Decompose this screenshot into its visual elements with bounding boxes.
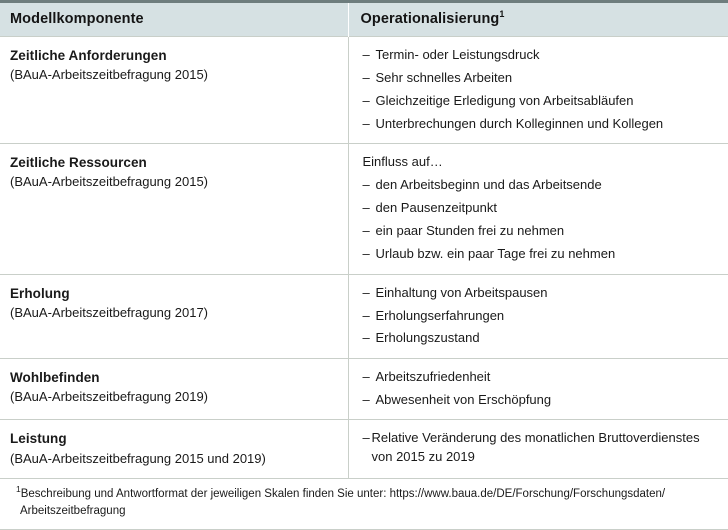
table-row — [0, 420, 728, 478]
component-name: Zeitliche Anforderungen — [10, 48, 167, 63]
footnote-text — [10, 486, 718, 520]
operationalisierung-list — [363, 176, 719, 263]
footnote-marker: 1 — [16, 484, 21, 495]
list-item: – ein paar Stunden frei zu nehmen — [363, 222, 719, 240]
table-body-rows — [0, 37, 728, 478]
row-component-cell — [0, 358, 348, 419]
table-row — [0, 37, 728, 144]
operationalisierung-intro: Einfluss auf… — [362, 154, 443, 170]
component-source: (BAuA-Arbeitszeitbefragung 2015) — [10, 67, 209, 83]
column-header-modellkomponente-label: Modellkomponente — [10, 11, 144, 27]
component-name: Wohlbefinden — [10, 369, 100, 385]
list-item: – Sehr schnelles Arbeiten — [363, 69, 719, 87]
row-component-cell — [0, 144, 348, 274]
list-item: – Abwesenheit von Erschöpfung — [363, 391, 719, 409]
row-operationalisierung-cell — [348, 37, 728, 144]
column-header-operationalisierung-label: Operationalisierung — [360, 11, 500, 27]
footnote-line-2: Arbeitszeitbefragung — [20, 505, 126, 518]
list-item: – Urlaub bzw. ein paar Tage frei zu nehmen — [363, 245, 719, 263]
table-row — [0, 358, 728, 419]
table-header-row — [0, 3, 728, 37]
operationalisierung-list — [363, 368, 719, 409]
row-component-cell — [0, 420, 348, 478]
list-item: – Unterbrechungen durch Kolleginnen und Kollegen — [363, 115, 719, 133]
component-name: Leistung — [10, 431, 67, 447]
component-source: (BAuA-Arbeitszeitbefragung 2015 und 2019) — [10, 450, 266, 466]
list-item: – Einhaltung von Arbeitspausen — [363, 284, 719, 302]
list-item: – Termin- oder Leistungsdruck — [363, 46, 719, 64]
list-item: – Erholungserfahrungen — [363, 307, 719, 325]
row-operationalisierung-cell — [348, 420, 728, 478]
component-source: (BAuA-Arbeitszeitbefragung 2015) — [10, 174, 209, 190]
row-operationalisierung-cell — [348, 358, 728, 419]
table-row — [0, 144, 728, 274]
model-components-table — [0, 3, 728, 478]
list-item: – den Arbeitsbeginn und das Arbeitsende — [363, 176, 719, 194]
row-component-cell — [0, 37, 348, 144]
component-source: (BAuA-Arbeitszeitbefragung 2019) — [10, 389, 209, 405]
column-header-operationalisierung — [348, 3, 728, 37]
column-header-footnote-marker: 1 — [499, 9, 505, 20]
operationalisierung-list — [363, 46, 719, 133]
row-operationalisierung-cell — [348, 144, 728, 274]
row-operationalisierung-cell — [348, 274, 728, 358]
list-item: – Relative Veränderung des monatlichen Bruttoverdienstes von 2015 zu 2019 — [363, 429, 719, 466]
footnote-line-1: Beschreibung und Antwortformat der jeweiligen Skalen finden Sie unter: https://www.baua.de/DE/Forschung/Forschungsdaten/ — [20, 488, 666, 500]
operationalisierung-list — [363, 429, 719, 466]
table-header — [0, 3, 728, 37]
list-item: – den Pausenzeitpunkt — [363, 199, 719, 217]
component-name: Zeitliche Ressourcen — [10, 155, 147, 171]
operationalisierung-list — [363, 284, 719, 348]
footnote-section — [0, 478, 728, 530]
component-source: (BAuA-Arbeitszeitbefragung 2017) — [10, 304, 209, 320]
column-header-modellkomponente — [0, 3, 348, 37]
list-item: – Arbeitszufriedenheit — [363, 368, 719, 386]
list-item: – Gleichzeitige Erledigung von Arbeitsabläufen — [363, 92, 719, 110]
table-container — [0, 3, 728, 478]
list-item: – Erholungszustand — [363, 329, 719, 347]
table-row — [0, 274, 728, 358]
row-component-cell — [0, 274, 348, 358]
component-name: Erholung — [10, 285, 70, 301]
